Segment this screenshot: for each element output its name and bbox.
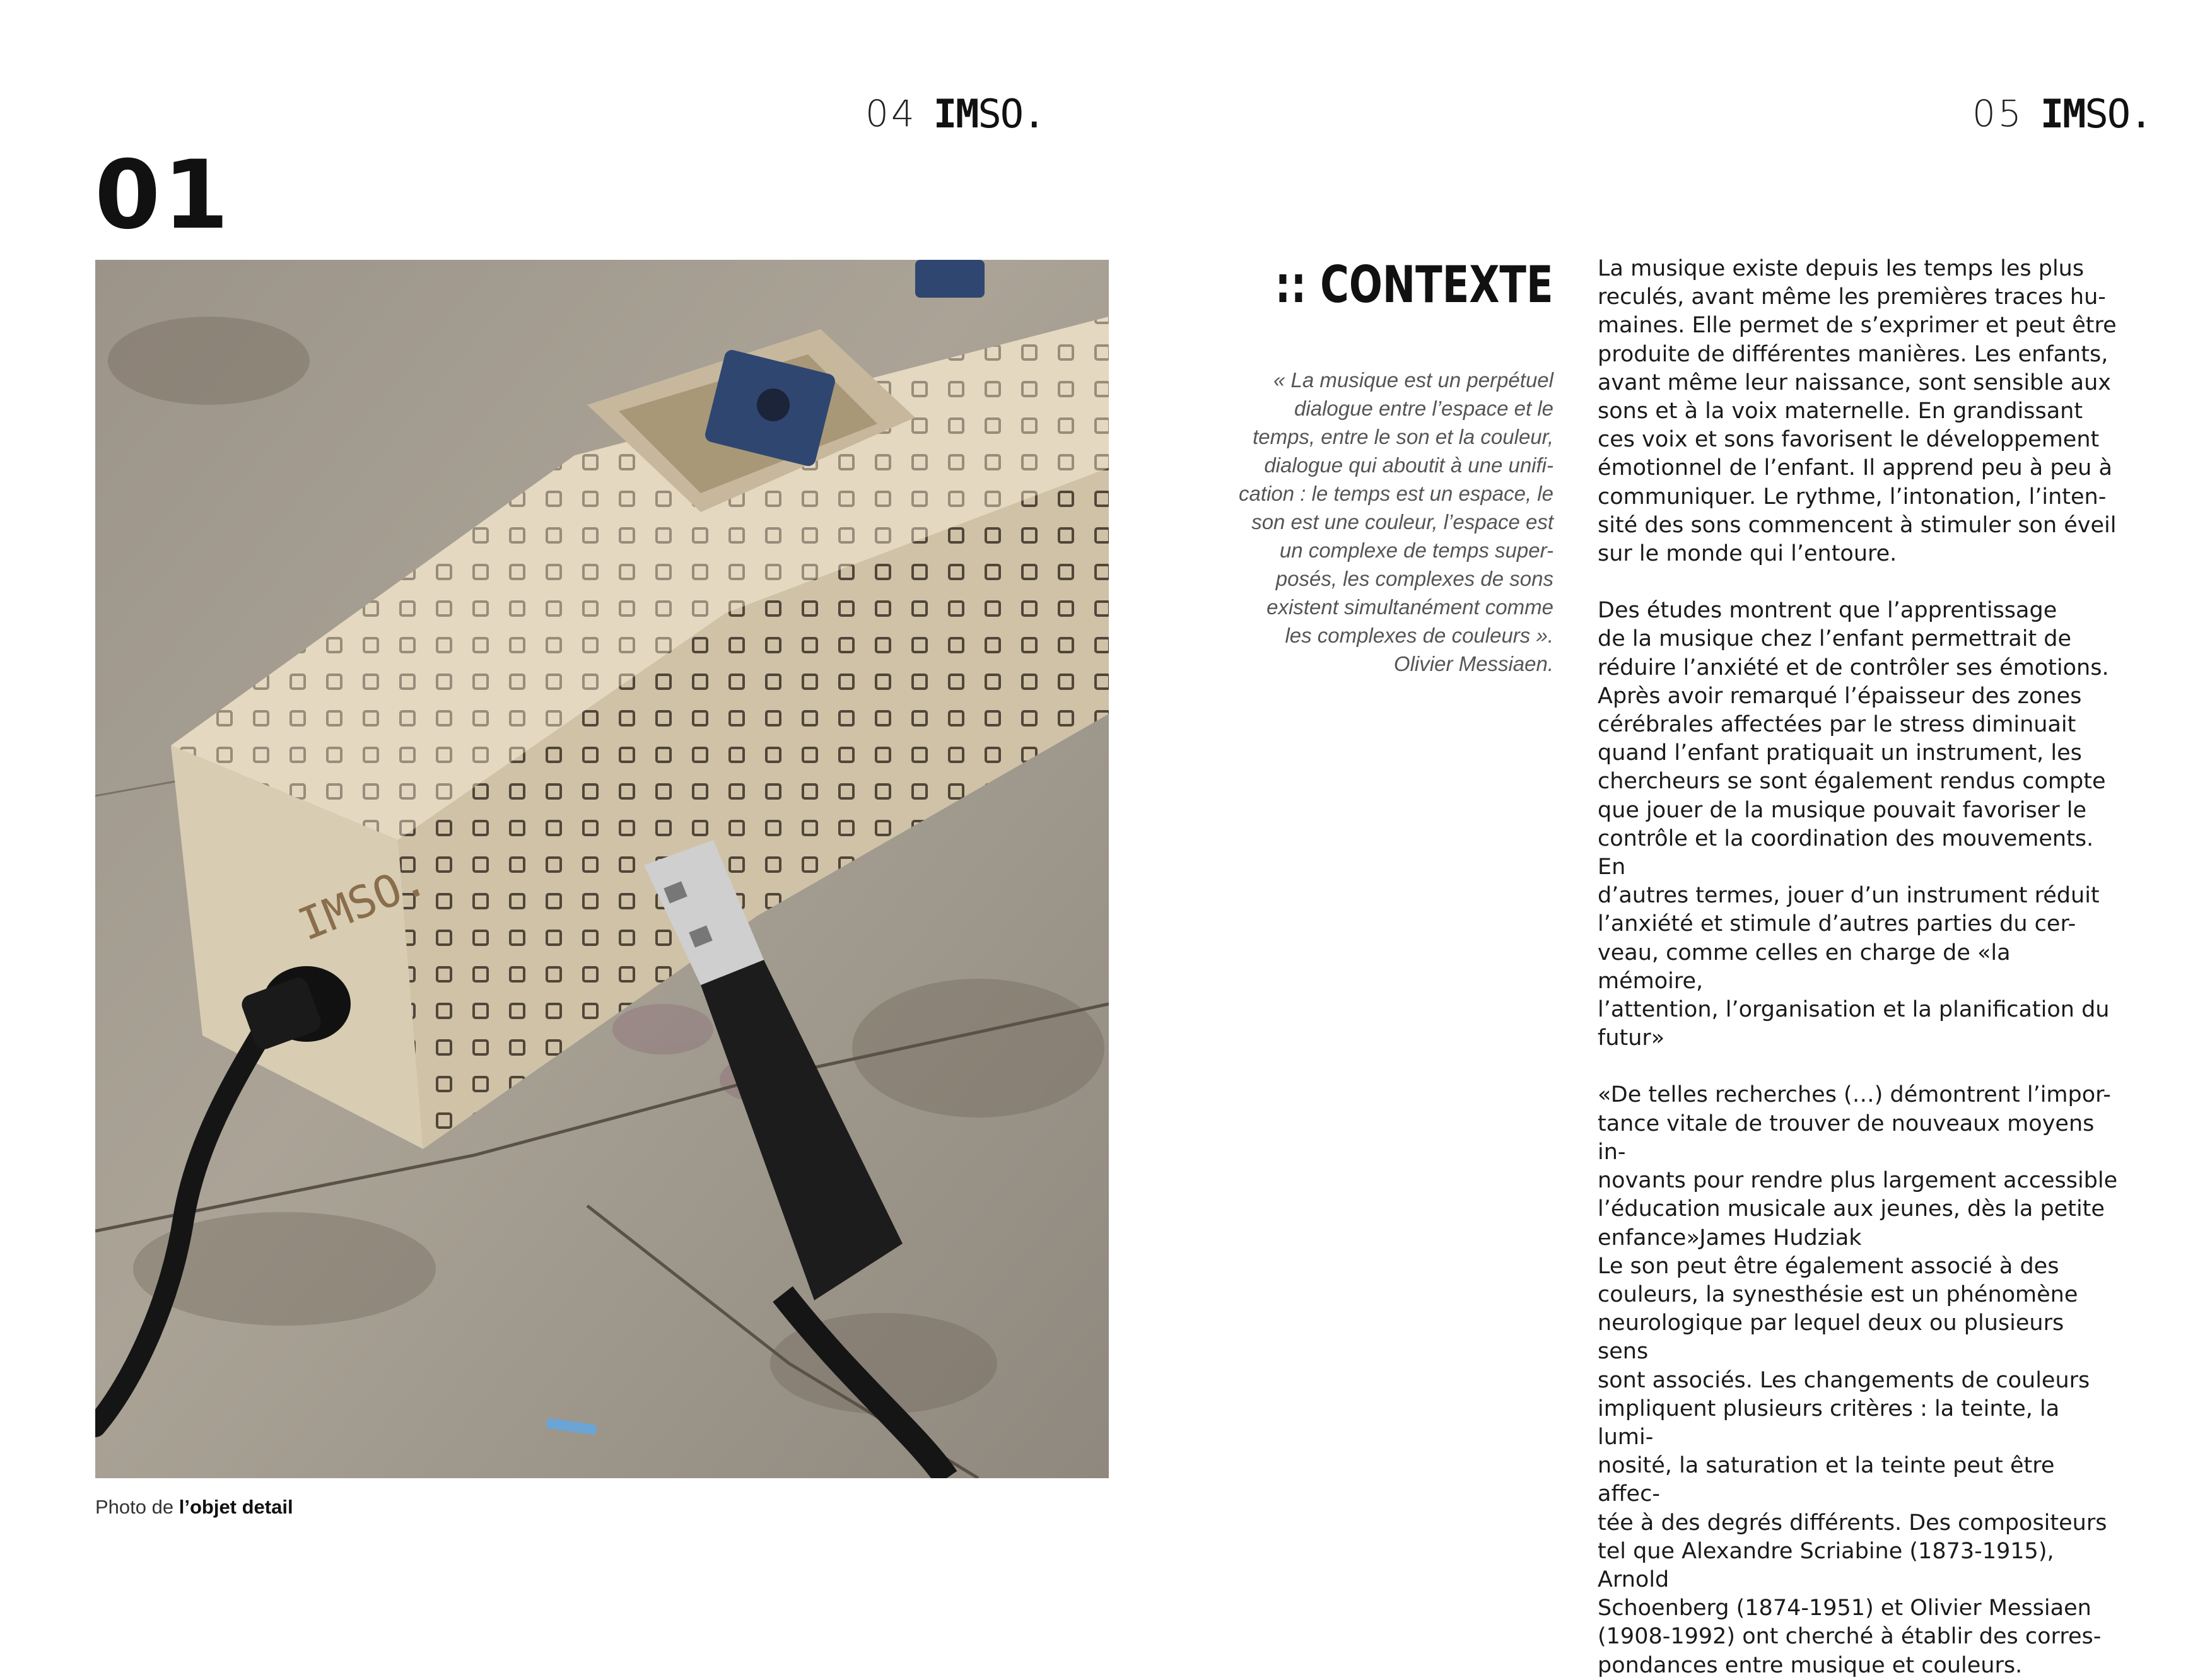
page-number: 05 [1972,92,2024,135]
paragraph: Des études montrent que l’apprentissage de la musique chez l’enfant permettrait de réduire l’anxiété et de contrôler ses émotions. Après avoir remarqué l’épaisseur des zones cérébrales affectées par le stress diminuait quand l’enfant pratiquait un instrument, les chercheurs se sont également rendus compte que jouer de la musique pouvait favoriser le contrôle et la coordination des mouvements. En d’autres termes, jouer d’un instrument réduit l’anxiété et stimule d’autres parties du cer- veau, comme celles en charge de «la mémoire, l’attention, l’organisation et la planification du futur» [1598,598,2110,1051]
quote-author: Olivier Messiaen. [1393,652,1553,675]
brand-logo: IMSO. [2040,90,2152,137]
paragraph: La musique existe depuis les temps les plus reculés, avant même les premières traces hu- maines. Elle permet de s’exprimer et peut être produite de différentes manières. Les enfants, avant même leur naissance, sont sensible aux sons et à la voix maternelle. En grandissant ces voix et sons favorisent le développement émotionnel de l’enfant. Il apprend peu à peu à communiquer. Le rythme, l’intonation, l’inten- sité des sons commencent à stimuler son éveil sur le monde qui l’entoure. [1598,256,2117,567]
photo-caption: Photo de l’objet detail [95,1496,293,1518]
page-folio-right [1972,88,2151,139]
page-folio-left [865,88,1044,139]
chapter-number: 01 [95,141,231,250]
paragraph: «De telles recherches (…) démontrent l’impor- tance vitale de trouver de nouveaux moyens in- novants pour rendre plus largement accessible l’éducation musicale aux jeunes, dès la petite enfance»James Hudziak Le son peut être également associé à des couleurs, la synesthésie est un phénomène neurologique par lequel deux ou plusieurs sens sont associés. Les changements de couleurs impliquent plusieurs critères : la teinte, la lumi- nosité, la saturation et la teinte peut être affec- tée à des degrés différents. Des compositeurs tel que Alexandre Scriabine (1873-1915), Arnold Schoenberg (1874-1951) et Olivier Messiaen (1908-1992) ont cherché à établir des corres- pondances entre musique et couleurs. [1598,1082,2118,1678]
box-engraved-logo: IMSO. [291,853,434,951]
section-title: :: CONTEXTE [1275,255,1553,314]
brand-logo: IMSO. [933,90,1045,137]
body-text [1598,255,2121,1680]
product-photo [95,260,1109,1478]
epigraph-quote: « La musique est un perpétuel dialogue entre l’espace et le temps, entre le son et la couleur, dialogue qui aboutit à une unifi- cation : le temps est un espace, le son est une couleur, l’espace est un complexe de temps super- posés, les complexes de sons existent simultanément comme les complexes de couleurs ». Olivier Messiaen. [1186,366,1553,678]
page-number: 04 [865,92,917,135]
